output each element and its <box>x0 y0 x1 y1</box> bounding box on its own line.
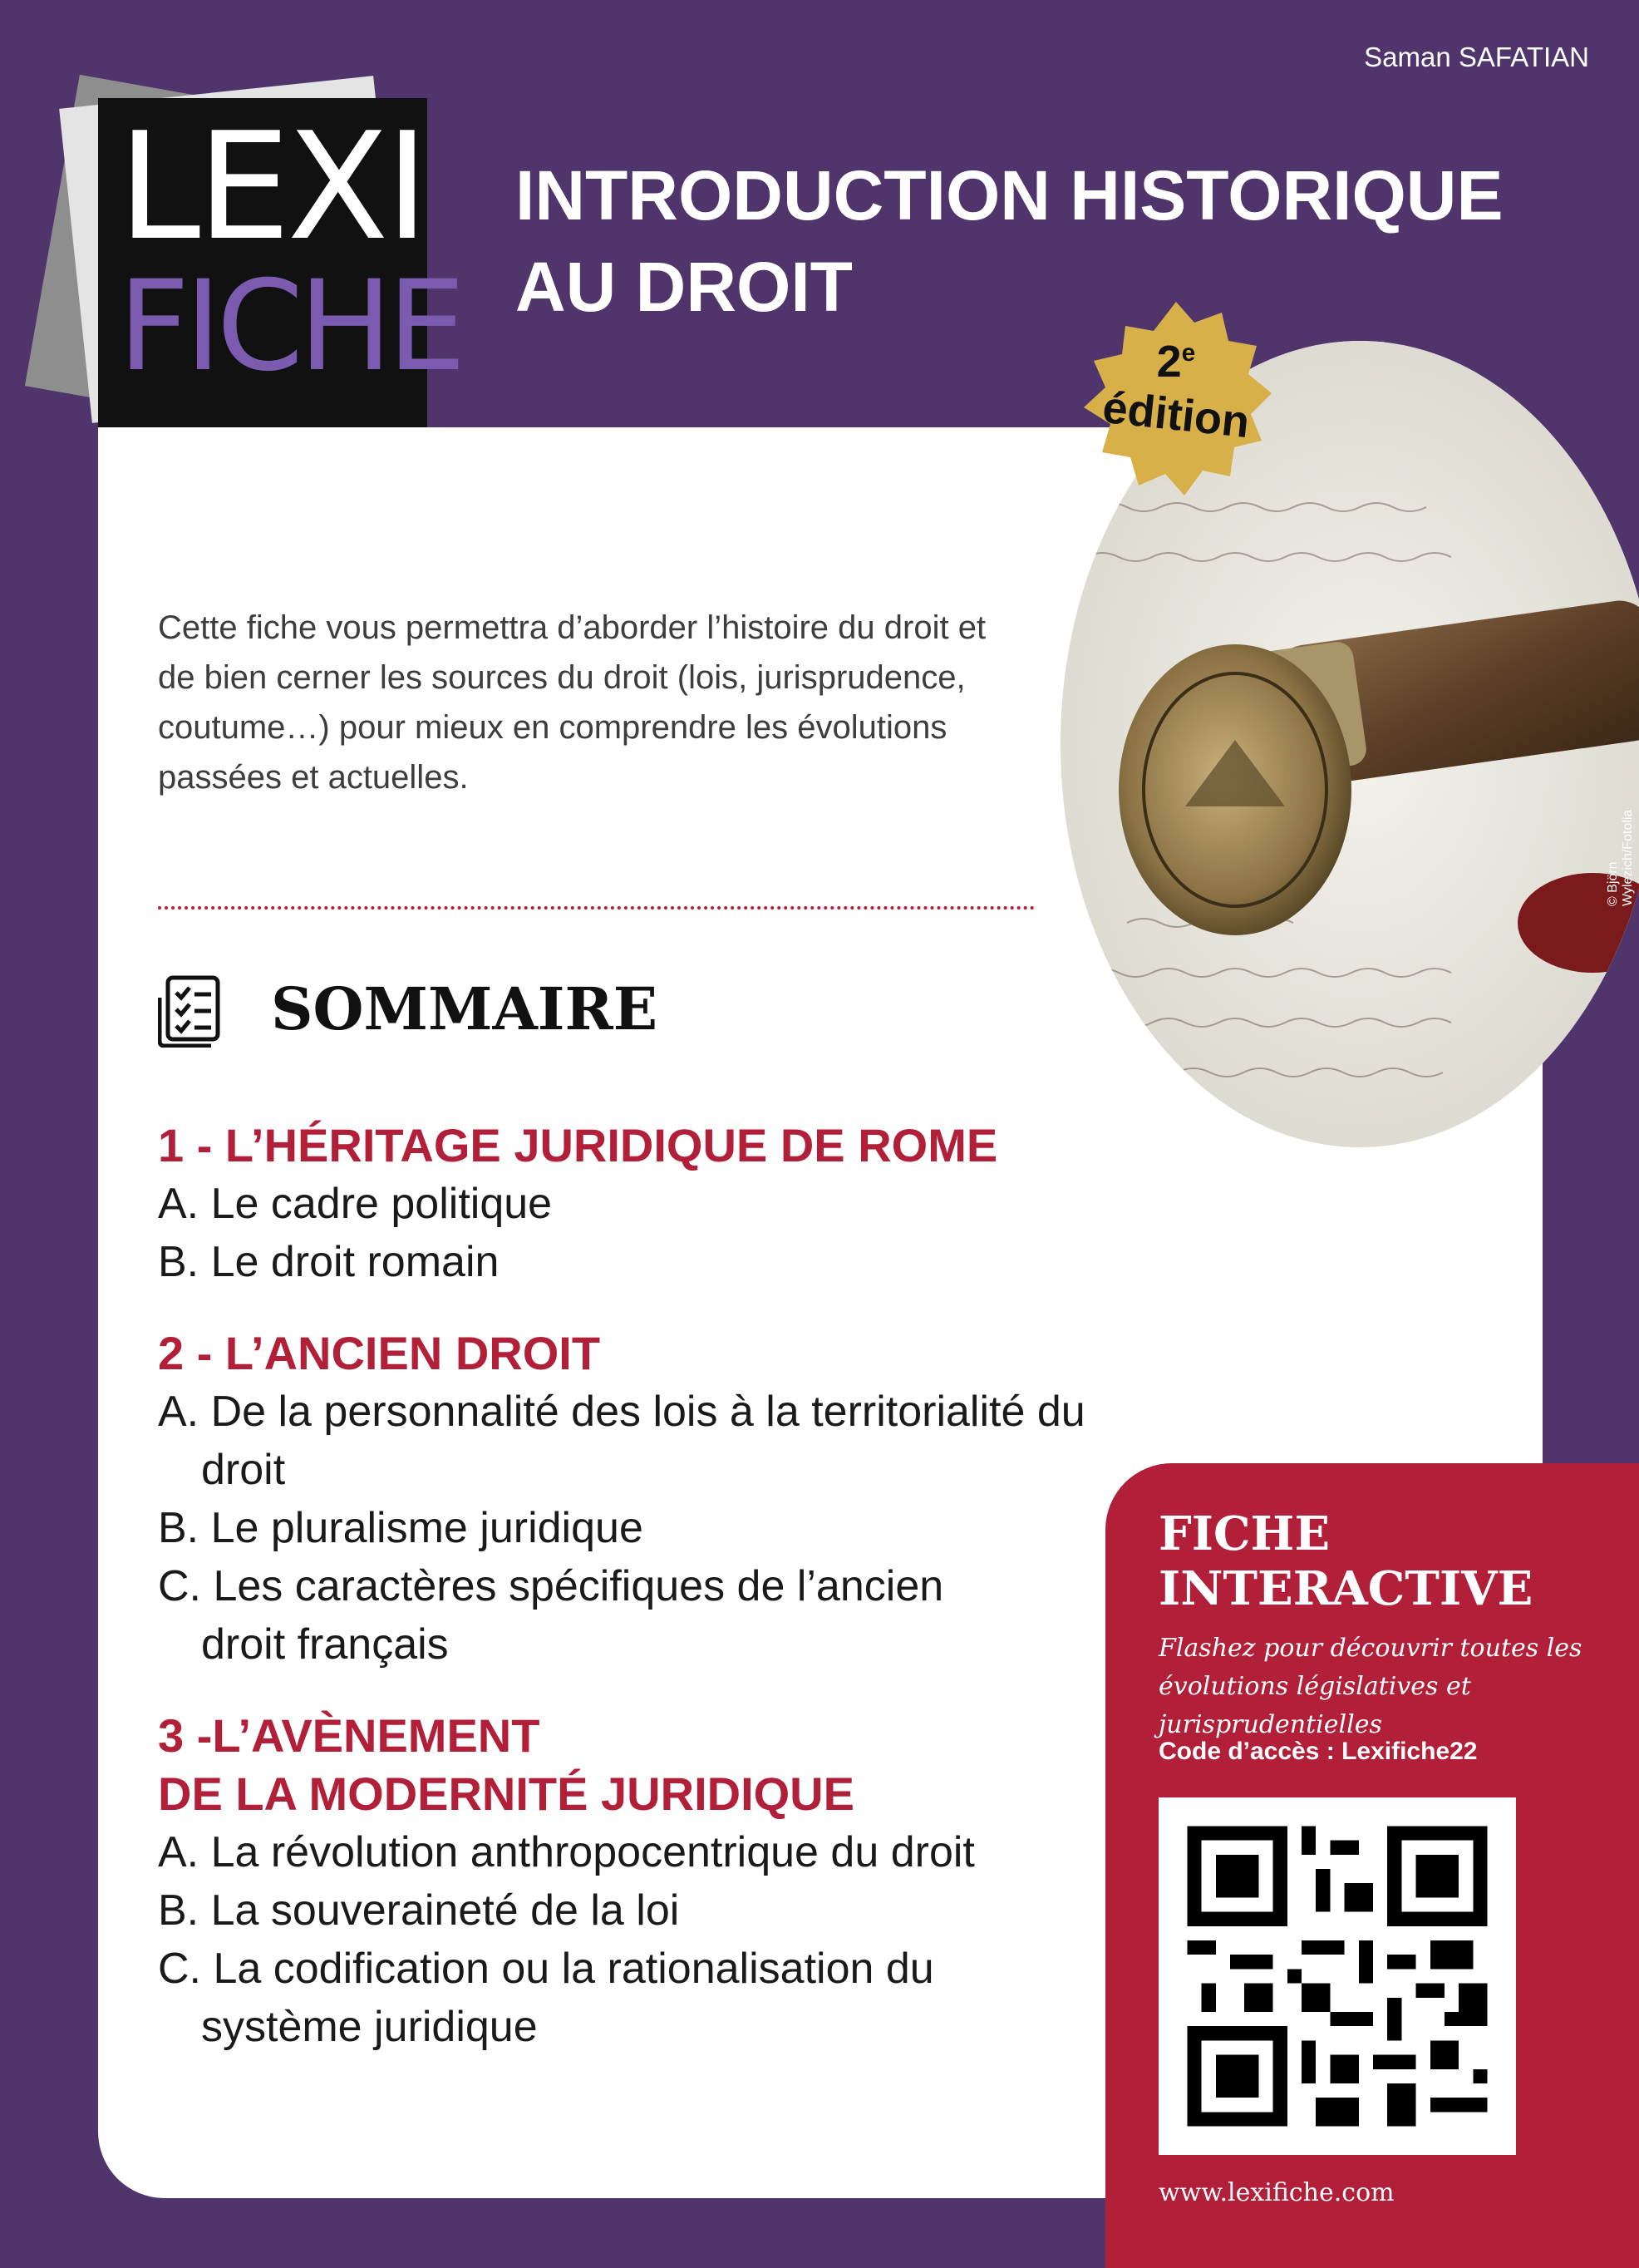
lexifiche-logo <box>98 98 461 427</box>
toc-item: B. La souveraineté de la loi <box>158 1886 680 1935</box>
page-title <box>515 150 1503 333</box>
toc-item: A. La révolution anthropocentrique du droit <box>158 1828 975 1876</box>
edition-badge <box>1072 298 1280 505</box>
access-code: Code d’accès : Lexifiche22 <box>1159 1738 1478 1765</box>
dotted-divider <box>158 906 1035 910</box>
title-line-2: AU DROIT <box>515 248 853 326</box>
qr-code-icon <box>1159 1797 1516 2155</box>
toc-section-3 <box>158 1707 1155 2056</box>
title-line-1: INTRODUCTION HISTORIQUE <box>515 156 1504 234</box>
website-link[interactable]: www.lexifiche.com <box>1159 2178 1395 2207</box>
section-title: 2 - L’ANCIEN DROIT <box>158 1327 601 1379</box>
logo-fiche: FICHE <box>118 254 461 399</box>
toc-item: C. Les caractères spécifiques de l’ancien droit français <box>158 1562 944 1669</box>
toc-section-1 <box>158 1117 1155 1291</box>
logo-lexi: LEXI <box>118 101 426 273</box>
toc-item: A. De la personnalité des lois à la territorialité du droit <box>158 1388 1085 1494</box>
toc-item: A. Le cadre politique <box>158 1180 553 1228</box>
toc-item: B. Le pluralisme juridique <box>158 1504 643 1552</box>
toc-item: C. La codification ou la rationalisation du système juridique <box>158 1945 934 2051</box>
photo-credit: © Björn Wylezich/Fotolia <box>1606 809 1635 906</box>
edition-label: édition <box>1100 382 1253 448</box>
toc-item: B. Le droit romain <box>158 1238 500 1286</box>
author-name: Saman SAFATIAN <box>1364 42 1589 72</box>
qr-code[interactable] <box>1159 1797 1516 2155</box>
section-title: 1 - L’HÉRITAGE JURIDIQUE DE ROME <box>158 1119 998 1171</box>
checklist-icon <box>158 973 233 1048</box>
edition-number: 2e <box>1156 337 1196 387</box>
intro-text: Cette fiche vous permettra d’aborder l’histoire du droit et de bien cerner les sources du droit (lois, jurisprudence, coutume…) pour mieux en comprendre les évolutions passées et actuelles. <box>158 609 987 796</box>
toc-section-2 <box>158 1324 1155 1674</box>
sommaire-title: SOMMAIRE <box>271 974 658 1043</box>
interactive-title: FICHE INTERACTIVE <box>1159 1506 1533 1616</box>
section-title: 3 -L’AVÈNEMENT DE LA MODERNITÉ JURIDIQUE <box>158 1709 854 1820</box>
table-of-contents <box>158 1117 1155 2089</box>
interactive-text: Flashez pour découvrir toutes les évolutions législatives et jurisprudentielles <box>1159 1634 1582 1739</box>
interactive-panel <box>1105 1463 1639 2268</box>
